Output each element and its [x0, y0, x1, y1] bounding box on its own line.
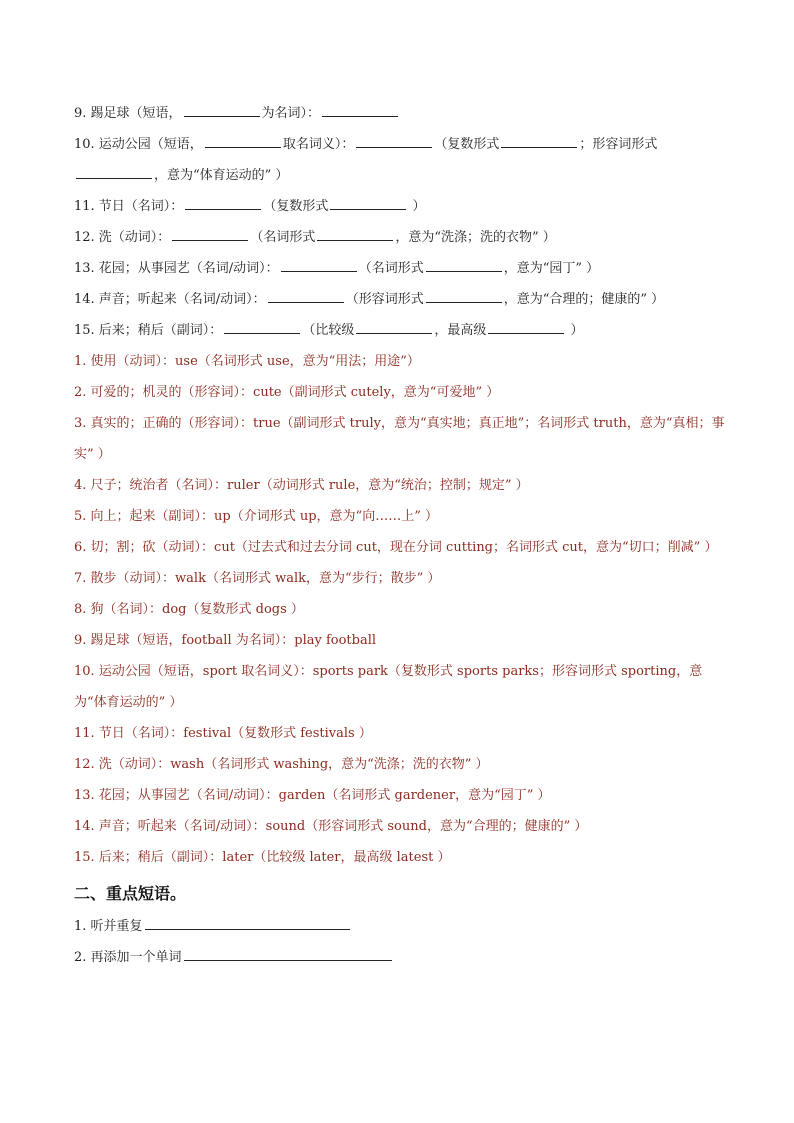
answer-blank[interactable]	[205, 135, 281, 148]
answer-1: 1. 使用（动词）：use（名词形式 use，意为“用法；用途”）	[74, 354, 420, 369]
answer-blank[interactable]	[356, 321, 432, 334]
answer-14: 14. 声音；听起来（名词/动词）：sound（形容词形式 sound，意为“合理的；健康的” ）	[74, 819, 588, 834]
q14-text-a: 14. 声音；听起来（名词/动词）：	[74, 292, 266, 307]
q12-text-b: （名词形式	[250, 230, 316, 245]
q9-text-a: 9. 踢足球（短语，	[74, 106, 182, 121]
phrase-1-text: 1. 听并重复	[74, 919, 143, 934]
q13-text-c: ，意为“园丁” ）	[503, 261, 600, 276]
q12-text-a: 12. 洗（动词）：	[74, 230, 171, 245]
answer-blank[interactable]	[145, 917, 350, 930]
section-heading: 二、重点短语。	[74, 884, 187, 903]
answer-blank[interactable]	[76, 166, 152, 179]
q13-text-a: 13. 花园；从事园艺（名词/动词）：	[74, 261, 279, 276]
q15-text-a: 15. 后来；稍后（副词）：	[74, 323, 223, 338]
question-12	[74, 222, 734, 253]
answer-blank[interactable]	[224, 321, 300, 334]
answer-5: 5. 向上；起来（副词）：up（介词形式 up，意为“向……上” ）	[74, 509, 438, 524]
q14-text-b: （形容词形式	[345, 292, 424, 307]
worksheet-page	[74, 98, 734, 973]
answer-3: 3. 真实的；正确的（形容词）：true（副词形式 truly，意为“真实地；真正地”；名词形式 truth，意为“真相；事实” ）	[74, 416, 725, 462]
answer-blank[interactable]	[172, 228, 248, 241]
answer-2: 2. 可爱的；机灵的（形容词）：cute（副词形式 cutely，意为“可爱地” ）	[74, 385, 500, 400]
answer-6: 6. 切；割；砍（动词）：cut（过去式和过去分词 cut，现在分词 cutting；名词形式 cut，意为“切口；削减” ）	[74, 540, 718, 555]
q15-text-b: （比较级	[302, 323, 355, 338]
question-11	[74, 191, 734, 222]
answer-11: 11. 节日（名词）：festival（复数形式 festivals ）	[74, 726, 372, 741]
answer-blank[interactable]	[356, 135, 432, 148]
phrase-2-text: 2. 再添加一个单词	[74, 950, 182, 965]
question-15	[74, 315, 734, 346]
answer-blank[interactable]	[281, 259, 357, 272]
answer-9: 9. 踢足球（短语，football 为名词）：play football	[74, 633, 377, 648]
answer-blank[interactable]	[488, 321, 564, 334]
phrase-2	[74, 942, 734, 973]
answer-blank[interactable]	[426, 259, 502, 272]
answer-blank[interactable]	[330, 197, 406, 210]
q15-text-c: ，最高级	[434, 323, 487, 338]
q9-text-b: 为名词）：	[261, 106, 321, 121]
question-10-cont	[74, 160, 734, 191]
q13-text-b: （名词形式	[358, 261, 424, 276]
q15-text-d: ）	[566, 323, 584, 338]
answer-12: 12. 洗（动词）：wash（名词形式 washing，意为“洗涤；洗的衣物” ）	[74, 757, 489, 772]
phrase-1	[74, 911, 734, 942]
answer-blank[interactable]	[501, 135, 577, 148]
q11-text-b: （复数形式	[263, 199, 329, 214]
q10-text-a: 10. 运动公园（短语，	[74, 137, 203, 152]
answer-blank[interactable]	[322, 104, 398, 117]
q10-text-e: ，意为“体育运动的” ）	[154, 168, 289, 183]
answer-13: 13. 花园；从事园艺（名词/动词）：garden（名词形式 gardener，意为“园丁” ）	[74, 788, 551, 803]
answer-blank[interactable]	[268, 290, 344, 303]
answer-10: 10. 运动公园（短语，sport 取名词义）：sports park（复数形式 sports parks；形容词形式 sporting，意为“体育运动的” ）	[74, 664, 703, 710]
answer-blank[interactable]	[185, 197, 261, 210]
q10-text-b: 取名词义）：	[282, 137, 355, 152]
q11-text-c: ）	[408, 199, 426, 214]
q12-text-c: ，意为“洗涤；洗的衣物” ）	[395, 230, 556, 245]
q10-text-d: ；形容词形式	[579, 137, 658, 152]
answer-7: 7. 散步（动词）：walk（名词形式 walk，意为“步行；散步” ）	[74, 571, 441, 586]
answer-blank[interactable]	[426, 290, 502, 303]
answer-blank[interactable]	[317, 228, 393, 241]
answer-blank[interactable]	[184, 948, 392, 961]
answer-blank[interactable]	[184, 104, 260, 117]
answer-15: 15. 后来；稍后（副词）：later（比较级 later，最高级 latest ）	[74, 850, 451, 865]
answer-4: 4. 尺子；统治者（名词）：ruler（动词形式 rule，意为“统治；控制；规定” ）	[74, 478, 529, 493]
question-10	[74, 129, 734, 160]
q10-text-c: （复数形式	[434, 137, 500, 152]
q11-text-a: 11. 节日（名词）：	[74, 199, 184, 214]
question-14	[74, 284, 734, 315]
answer-8: 8. 狗（名词）：dog（复数形式 dogs ）	[74, 602, 304, 617]
q14-text-c: ，意为“合理的；健康的” ）	[503, 292, 665, 307]
question-13	[74, 253, 734, 284]
question-9	[74, 98, 734, 129]
